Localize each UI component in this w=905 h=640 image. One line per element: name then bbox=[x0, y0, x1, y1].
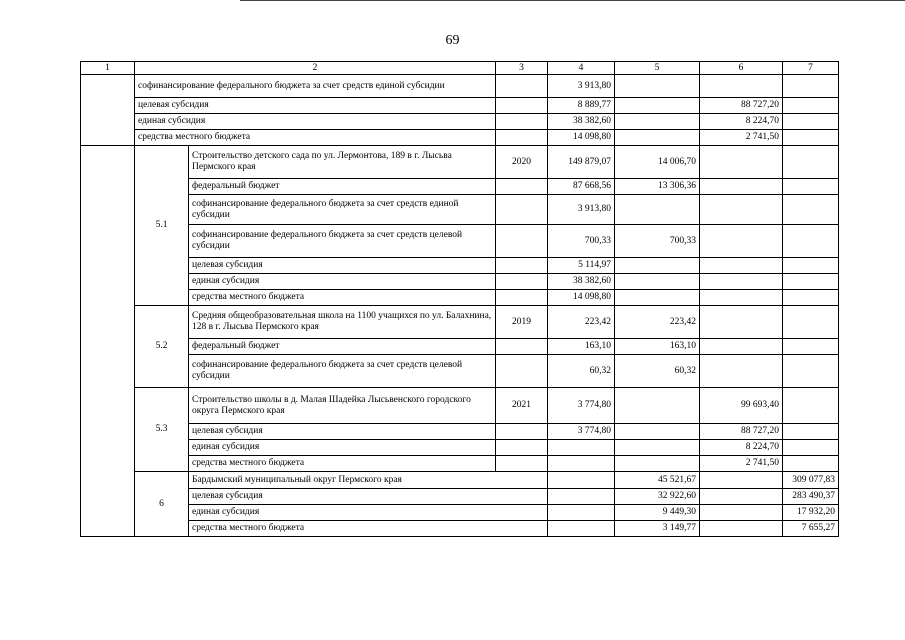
row-label: федеральный бюджет bbox=[189, 179, 496, 195]
value-cell: 2 741,50 bbox=[700, 456, 783, 472]
table-row bbox=[81, 130, 839, 146]
row-label: средства местного бюджета bbox=[189, 456, 496, 472]
item-number-cell bbox=[81, 75, 135, 146]
value-cell: 14 006,70 bbox=[615, 146, 700, 179]
value-cell: 32 922,60 bbox=[615, 489, 700, 505]
value-cell bbox=[615, 290, 700, 306]
year-cell: 2021 bbox=[496, 388, 548, 424]
row-label: Строительство детского сада по ул. Лермонтова, 189 в г. Лысьва Пермского края bbox=[189, 146, 496, 179]
header-cell: 5 bbox=[615, 62, 700, 75]
table-row bbox=[81, 424, 839, 440]
header-cell: 4 bbox=[548, 62, 615, 75]
table-row bbox=[81, 75, 839, 98]
row-label: федеральный бюджет bbox=[189, 339, 496, 355]
value-cell: 7 655,27 bbox=[783, 521, 839, 537]
value-cell: 13 306,36 bbox=[615, 179, 700, 195]
row-label: софинансирование федерального бюджета за счет средств целевой субсидии bbox=[189, 355, 496, 388]
value-cell: 38 382,60 bbox=[548, 274, 615, 290]
item-number-cell: 6 bbox=[135, 472, 189, 537]
value-cell: 99 693,40 bbox=[700, 388, 783, 424]
table-row bbox=[81, 440, 839, 456]
top-rule bbox=[240, 0, 905, 1]
value-cell: 9 449,30 bbox=[615, 505, 700, 521]
value-cell: 60,32 bbox=[548, 355, 615, 388]
header-cell: 1 bbox=[81, 62, 135, 75]
value-cell: 283 490,37 bbox=[783, 489, 839, 505]
table-row bbox=[81, 225, 839, 258]
table-row bbox=[81, 355, 839, 388]
value-cell: 88 727,20 bbox=[700, 98, 783, 114]
value-cell: 3 774,80 bbox=[548, 388, 615, 424]
value-cell: 5 114,97 bbox=[548, 258, 615, 274]
subitem-number: 5.1 bbox=[135, 146, 189, 306]
header-cell: 2 bbox=[135, 62, 496, 75]
table-row bbox=[81, 489, 839, 505]
header-cell: 6 bbox=[700, 62, 783, 75]
value-cell: 3 149,77 bbox=[615, 521, 700, 537]
value-cell: 3 913,80 bbox=[548, 75, 615, 98]
row-label: средства местного бюджета bbox=[189, 521, 548, 537]
item-number-cell bbox=[81, 146, 135, 537]
table-row bbox=[81, 179, 839, 195]
value-cell bbox=[548, 456, 615, 472]
year-cell: 2020 bbox=[496, 146, 548, 179]
value-cell: 2 741,50 bbox=[700, 130, 783, 146]
value-cell bbox=[615, 274, 700, 290]
value-cell: 45 521,67 bbox=[615, 472, 700, 489]
value-cell: 163,10 bbox=[548, 339, 615, 355]
row-label: Средняя общеобразовательная школа на 1100 учащихся по ул. Балахнина, 128 в г. Лысьва Пермского края bbox=[189, 306, 496, 339]
row-label: средства местного бюджета bbox=[189, 290, 496, 306]
row-label: целевая субсидия bbox=[135, 98, 496, 114]
table-row bbox=[81, 472, 839, 489]
row-label: Строительство школы в д. Малая Шадейка Лысьвенского городского округа Пермского края bbox=[189, 388, 496, 424]
value-cell bbox=[548, 440, 615, 456]
value-cell: 700,33 bbox=[548, 225, 615, 258]
header-cell: 7 bbox=[783, 62, 839, 75]
table-row bbox=[81, 114, 839, 130]
value-cell: 8 889,77 bbox=[548, 98, 615, 114]
table-row bbox=[81, 505, 839, 521]
table-row bbox=[81, 339, 839, 355]
row-label: единая субсидия bbox=[189, 274, 496, 290]
table-row bbox=[81, 456, 839, 472]
page-number: 69 bbox=[445, 33, 460, 48]
row-label: целевая субсидия bbox=[189, 424, 496, 440]
header-row bbox=[81, 62, 839, 75]
value-cell bbox=[615, 195, 700, 225]
value-cell: 14 098,80 bbox=[548, 130, 615, 146]
table-row bbox=[81, 290, 839, 306]
header-cell: 3 bbox=[496, 62, 548, 75]
row-label: целевая субсидия bbox=[189, 258, 496, 274]
row-label: единая субсидия bbox=[135, 114, 496, 130]
value-cell: 87 668,56 bbox=[548, 179, 615, 195]
row-label: софинансирование федерального бюджета за счет средств целевой субсидии bbox=[189, 225, 496, 258]
table-row bbox=[81, 195, 839, 225]
value-cell: 223,42 bbox=[548, 306, 615, 339]
row-label: целевая субсидия bbox=[189, 489, 548, 505]
table-row bbox=[81, 521, 839, 537]
row-label: единая субсидия bbox=[189, 440, 496, 456]
value-cell: 223,42 bbox=[615, 306, 700, 339]
subitem-number: 5.2 bbox=[135, 306, 189, 388]
table-row bbox=[81, 98, 839, 114]
value-cell bbox=[615, 258, 700, 274]
row-label: средства местного бюджета bbox=[135, 130, 496, 146]
table-row bbox=[81, 258, 839, 274]
table-row bbox=[81, 274, 839, 290]
row-label: софинансирование федерального бюджета за счет средств единой субсидии bbox=[189, 195, 496, 225]
value-cell: 8 224,70 bbox=[700, 440, 783, 456]
year-cell: 2019 bbox=[496, 306, 548, 339]
value-cell: 163,10 bbox=[615, 339, 700, 355]
value-cell: 149 879,07 bbox=[548, 146, 615, 179]
value-cell: 3 774,80 bbox=[548, 424, 615, 440]
value-cell: 3 913,80 bbox=[548, 195, 615, 225]
value-cell: 17 932,20 bbox=[783, 505, 839, 521]
value-cell: 88 727,20 bbox=[700, 424, 783, 440]
budget-table bbox=[80, 61, 839, 537]
value-cell: 38 382,60 bbox=[548, 114, 615, 130]
value-cell: 60,32 bbox=[615, 355, 700, 388]
value-cell bbox=[700, 75, 783, 98]
subitem-number: 5.3 bbox=[135, 388, 189, 472]
value-cell: 14 098,80 bbox=[548, 290, 615, 306]
table-row bbox=[81, 146, 839, 179]
row-label: софинансирование федерального бюджета за счет средств единой субсидии bbox=[135, 75, 496, 98]
row-label: единая субсидия bbox=[189, 505, 548, 521]
table-row bbox=[81, 306, 839, 339]
table-row bbox=[81, 388, 839, 424]
value-cell: 700,33 bbox=[615, 225, 700, 258]
row-label: Бардымский муниципальный округ Пермского края bbox=[189, 472, 548, 489]
value-cell: 309 077,83 bbox=[783, 472, 839, 489]
value-cell: 8 224,70 bbox=[700, 114, 783, 130]
